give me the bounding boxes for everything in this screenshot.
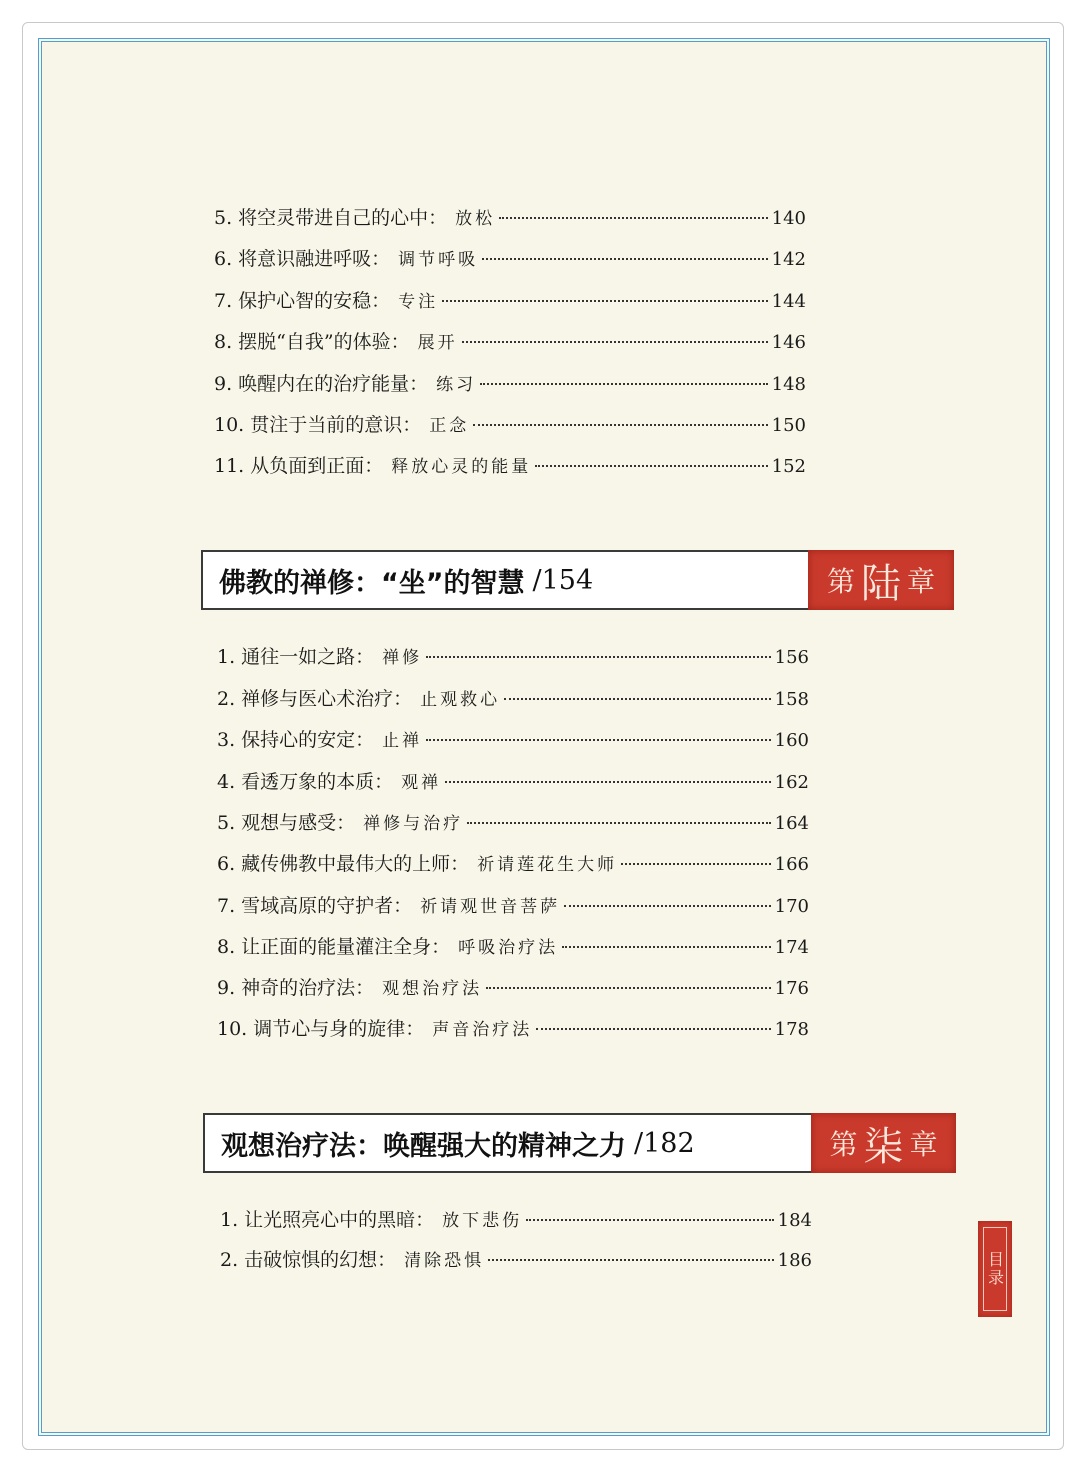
toc-entry-page: 156 <box>774 647 809 668</box>
toc-entry-title: 8. 让正面的能量灌注全身： <box>217 936 451 958</box>
leader-dots <box>442 300 767 302</box>
toc-entry-page: 176 <box>774 978 809 999</box>
toc-entry-title: 7. 保护心智的安稳： <box>214 290 391 312</box>
toc-entry-page: 148 <box>771 374 806 395</box>
toc-entry-title: 2. 禅修与医心术治疗： <box>217 688 413 710</box>
toc-entry-subtitle: 呼吸治疗法 <box>458 938 559 958</box>
leader-dots <box>562 946 770 948</box>
toc-entry-page: 164 <box>774 813 809 834</box>
toc-entry-title: 7. 雪域高原的守护者： <box>217 895 413 917</box>
toc-entry-subtitle: 清除恐惧 <box>404 1251 485 1271</box>
toc-entry-page: 170 <box>774 896 809 917</box>
toc-entry-title: 10. 调节心与身的旋律： <box>217 1018 425 1040</box>
chapter-page: /154 <box>532 564 594 596</box>
toc-entry-page: 160 <box>774 730 809 751</box>
toc-entry-subtitle: 释放心灵的能量 <box>391 457 532 477</box>
toc-entry-subtitle: 声音治疗法 <box>432 1020 533 1040</box>
toc-entry-page: 174 <box>774 937 809 958</box>
leader-dots <box>536 1028 770 1030</box>
toc-entry[interactable] <box>217 891 809 918</box>
toc-entry-subtitle: 放松 <box>455 209 496 229</box>
toc-entry-title: 6. 藏传佛教中最伟大的上师： <box>217 853 470 875</box>
seal-char: 陆 <box>861 560 901 607</box>
toc-entry-page: 178 <box>774 1019 809 1040</box>
seal-char: 章 <box>909 1128 938 1161</box>
leader-dots <box>480 383 767 385</box>
toc-entry[interactable] <box>217 684 809 711</box>
toc-entry-title: 5. 将空灵带进自己的心中： <box>214 207 448 229</box>
toc-entry-subtitle: 放下悲伤 <box>442 1211 523 1231</box>
toc-entry-subtitle: 调节呼吸 <box>398 250 479 270</box>
leader-dots <box>526 1219 773 1221</box>
toc-entry[interactable] <box>214 203 806 230</box>
toc-entry[interactable] <box>214 369 806 396</box>
toc-entry-subtitle: 止观救心 <box>420 690 501 710</box>
chapter-header[interactable] <box>201 550 810 610</box>
toc-entry[interactable] <box>217 725 809 752</box>
toc-entry-page: 162 <box>774 772 809 793</box>
toc-entry-title: 1. 让光照亮心中的黑暗： <box>220 1209 435 1231</box>
contents-tab-label: 目录 <box>983 1227 1007 1311</box>
toc-entry-title: 9. 唤醒内在的治疗能量： <box>214 373 429 395</box>
toc-entry[interactable] <box>214 451 806 478</box>
toc-entry-page: 150 <box>771 415 806 436</box>
leader-dots <box>426 656 770 658</box>
toc-entry-subtitle: 祈请莲花生大师 <box>477 855 618 875</box>
toc-entry[interactable] <box>214 244 806 271</box>
toc-entry-title: 3. 保持心的安定： <box>217 729 375 751</box>
toc-entry-subtitle: 祈请观世音菩萨 <box>420 897 561 917</box>
toc-entry-title: 11. 从负面到正面： <box>214 455 384 477</box>
chapter-seal <box>811 1113 956 1173</box>
toc-entry-title: 10. 贯注于当前的意识： <box>214 414 422 436</box>
toc-entry-title: 2. 击破惊惧的幻想： <box>220 1249 397 1271</box>
toc-entry-title: 9. 神奇的治疗法： <box>217 977 375 999</box>
toc-entry[interactable] <box>217 973 809 1000</box>
leader-dots <box>482 258 767 260</box>
toc-entry-title: 8. 摆脱“自我”的体验： <box>214 331 410 353</box>
toc-entry[interactable] <box>220 1205 812 1232</box>
leader-dots <box>488 1259 773 1261</box>
leader-dots <box>504 698 770 700</box>
toc-entry[interactable] <box>217 849 809 876</box>
toc-entry[interactable] <box>217 932 809 959</box>
toc-entry-subtitle: 专注 <box>398 292 439 312</box>
toc-entry-page: 158 <box>774 689 809 710</box>
toc-entry[interactable] <box>217 1014 809 1041</box>
toc-entry-page: 166 <box>774 854 809 875</box>
chapter-title: 观想治疗法：唤醒强大的精神之力 <box>221 1130 626 1162</box>
seal-char: 柒 <box>863 1123 904 1170</box>
leader-dots <box>462 341 768 343</box>
leader-dots <box>499 217 767 219</box>
leader-dots <box>564 905 770 907</box>
toc-entry-page: 142 <box>771 249 806 270</box>
toc-entry-subtitle: 观想治疗法 <box>382 979 483 999</box>
toc-entry-page: 186 <box>777 1250 812 1271</box>
chapter-title: 佛教的禅修：“坐”的智慧 <box>219 567 525 599</box>
chapter-page: /182 <box>634 1127 695 1159</box>
leader-dots <box>467 822 770 824</box>
contents-side-tab[interactable] <box>978 1221 1012 1317</box>
toc-entry-page: 140 <box>771 208 806 229</box>
toc-entry-page: 152 <box>771 456 806 477</box>
toc-entry-title: 5. 观想与感受： <box>217 812 356 834</box>
toc-entry[interactable] <box>220 1245 812 1272</box>
seal-char: 第 <box>829 1128 858 1161</box>
toc-entry[interactable] <box>214 327 806 354</box>
toc-entry-title: 4. 看透万象的本质： <box>217 771 394 793</box>
toc-entry-subtitle: 展开 <box>417 333 458 353</box>
toc-entry-subtitle: 正念 <box>429 416 470 436</box>
toc-entry[interactable] <box>217 642 809 669</box>
leader-dots <box>445 781 770 783</box>
toc-entry[interactable] <box>214 410 806 437</box>
leader-dots <box>426 739 770 741</box>
toc-entry[interactable] <box>217 767 809 794</box>
leader-dots <box>535 465 767 467</box>
toc-entry-page: 146 <box>771 332 806 353</box>
chapter-header[interactable] <box>203 1113 813 1173</box>
toc-entry-page: 184 <box>777 1210 812 1231</box>
chapter-seal <box>808 550 954 610</box>
toc-entry-subtitle: 禅修 <box>382 648 423 668</box>
toc-entry-subtitle: 止禅 <box>382 731 423 751</box>
toc-entry[interactable] <box>214 286 806 313</box>
toc-entry[interactable] <box>217 808 809 835</box>
toc-entry-page: 144 <box>771 291 806 312</box>
toc-entry-subtitle: 观禅 <box>401 773 442 793</box>
toc-entry-subtitle: 练习 <box>436 375 477 395</box>
toc-entry-subtitle: 禅修与治疗 <box>363 814 464 834</box>
leader-dots <box>486 987 770 989</box>
toc-entry-title: 1. 通往一如之路： <box>217 646 375 668</box>
leader-dots <box>621 863 770 865</box>
seal-char: 章 <box>907 565 936 598</box>
leader-dots <box>473 424 767 426</box>
seal-char: 第 <box>826 565 855 598</box>
toc-entry-title: 6. 将意识融进呼吸： <box>214 248 391 270</box>
